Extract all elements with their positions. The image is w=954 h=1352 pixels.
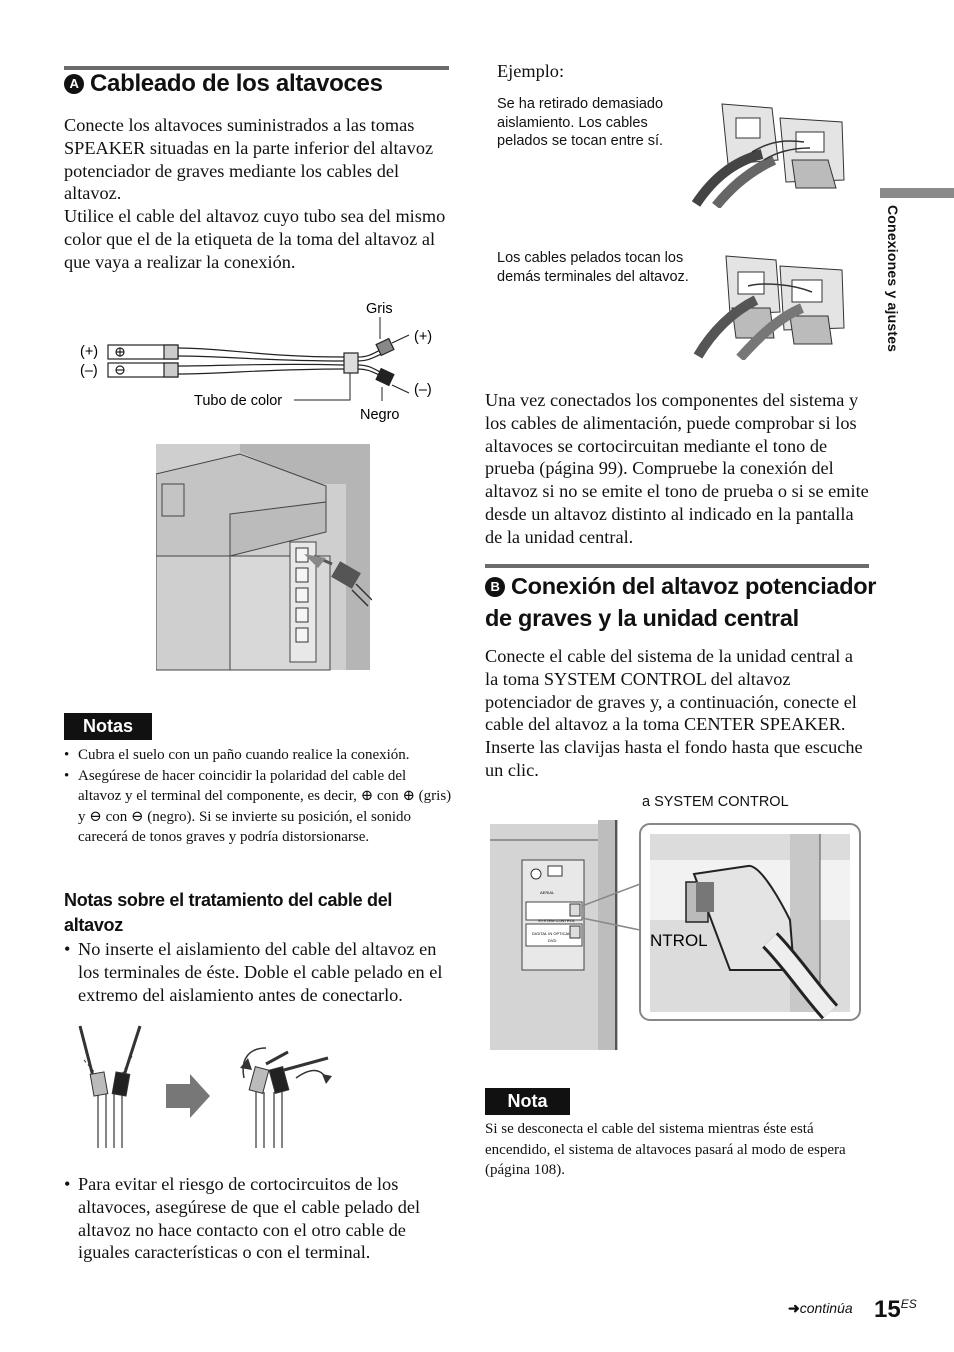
section-a-body [64, 114, 452, 274]
section-a-letter-icon: A [64, 74, 84, 94]
subwoofer-speaker-terminals-illustration [156, 444, 372, 672]
label-gris: Gris [366, 301, 393, 317]
nota-badge: Nota [485, 1088, 570, 1115]
subsection-bullets-2 [64, 1173, 452, 1264]
subsection-bullet: • Para evitar el riesgo de cortocircuitos de los altavoces, asegúrese de que el cable pelado del altavoz no hace contacto con el otro cable de iguales características o con el terminal. [64, 1173, 452, 1264]
label-minus-right: (–) [414, 382, 432, 398]
subsection-bullet: • No inserte el aislamiento del cable del altavoz en los terminales de éste. Doble el cable pelado en el extremo del aislamiento antes de conectarlo. [64, 938, 452, 1006]
label-plus-left: (+) [80, 344, 99, 360]
section-b-paragraph: Conecte el cable del sistema de la unidad central a la toma SYSTEM CONTROL del altavoz potenciador de graves y, a continuación, conecte el cable del altavoz a la toma CENTER SPEAKER. Inserte las clavijas hasta el fondo hasta que escuche un clic. [485, 646, 863, 780]
example-label: Ejemplo: [497, 61, 565, 81]
section-b-heading [485, 570, 876, 634]
example-caption-2: Los cables pelados tocan los demás terminales del altavoz. [497, 250, 689, 285]
system-control-label: a SYSTEM CONTROL [642, 794, 789, 810]
label-negro: Negro [360, 407, 400, 423]
panel-optical-label: DIGITAL IN OPTICAL [532, 931, 571, 936]
panel-dvd-label: DVD [548, 938, 557, 943]
arrow-right-icon: ➜ [788, 1300, 800, 1316]
example-caption-1: Se ha retirado demasiado aislamiento. Los cables pelados se tocan entre sí. [497, 96, 664, 149]
system-control-connection-illustration [490, 820, 864, 1052]
page-number-value: 15 [874, 1296, 901, 1323]
section-b-letter-icon: B [485, 577, 505, 597]
notas-item: • Cubra el suelo con un paño cuando realice la conexión. [64, 745, 452, 766]
section-a-heading [64, 70, 383, 98]
label-plus-right: (+) [414, 329, 433, 345]
cable-body [108, 335, 409, 393]
notas-badge: Notas [64, 713, 152, 740]
continua-indicator [788, 1300, 853, 1317]
section-b-title-line2: de graves y la unidad central [485, 605, 799, 631]
zoom-system-control-text: NTROL [650, 931, 708, 950]
side-tab-label: Conexiones y ajustes [885, 205, 901, 353]
section-a-para2: Utilice el cable del altavoz cuyo tubo sea del mismo color que el de la etiqueta de la toma del altavoz al que vaya a realizar la conexión. [64, 206, 446, 272]
side-tab-bar [880, 188, 954, 198]
panel-system-control-label: SYSTEM CONTROL [538, 918, 576, 923]
nota-text: Si se desconecta el cable del sistema mientras éste está encendido, el sistema de altavoces pasará al modo de espera (página 108). [485, 1121, 846, 1178]
panel-aerial-label: AERIAL [540, 890, 555, 895]
section-b-rule [485, 564, 869, 568]
speaker-cable-diagram [64, 295, 454, 425]
notas-list [64, 745, 452, 848]
continua-text: continúa [799, 1300, 853, 1316]
section-a-title: Cableado de los altavoces [90, 70, 383, 97]
short-circuit-example-1-illustration [692, 100, 852, 208]
notas-item: • Asegúrese de hacer coincidir la polaridad del cable del altavoz y el terminal del componente, es decir, ⊕ con ⊕ (gris) y ⊖ con ⊖ (negro). Si se invierte su posición, el sonido carecerá de tonos graves y podría distorsionarse. [64, 766, 452, 848]
wire-bending-illustration [70, 1018, 370, 1153]
section-b-title-line1: Conexión del altavoz potenciador [511, 573, 877, 599]
subsection-heading: Notas sobre el tratamiento del cable del altavoz [64, 890, 393, 935]
short-circuit-example-2-illustration [692, 252, 852, 360]
page-number-suffix: ES [900, 1297, 917, 1311]
label-tubo-de-color: Tubo de color [194, 393, 283, 409]
page-number [874, 1296, 917, 1324]
subsection-bullets-1 [64, 938, 452, 1006]
label-minus-left: (–) [80, 363, 98, 379]
after-connection-paragraph: Una vez conectados los componentes del sistema y los cables de alimentación, puede comprobar si los altavoces se cortocircuitan mediante el tono de prueba (página 99). Compruebe la conexión del altavoz si no se emite el tono de prueba o si se emite desde un altavoz distinto al indicado en la pantalla de la unidad central. [485, 390, 869, 547]
section-a-para1: Conecte los altavoces suministrados a las tomas SPEAKER situadas en la parte inferior del altavoz potenciador de graves mediante los cables del altavoz. [64, 115, 434, 204]
